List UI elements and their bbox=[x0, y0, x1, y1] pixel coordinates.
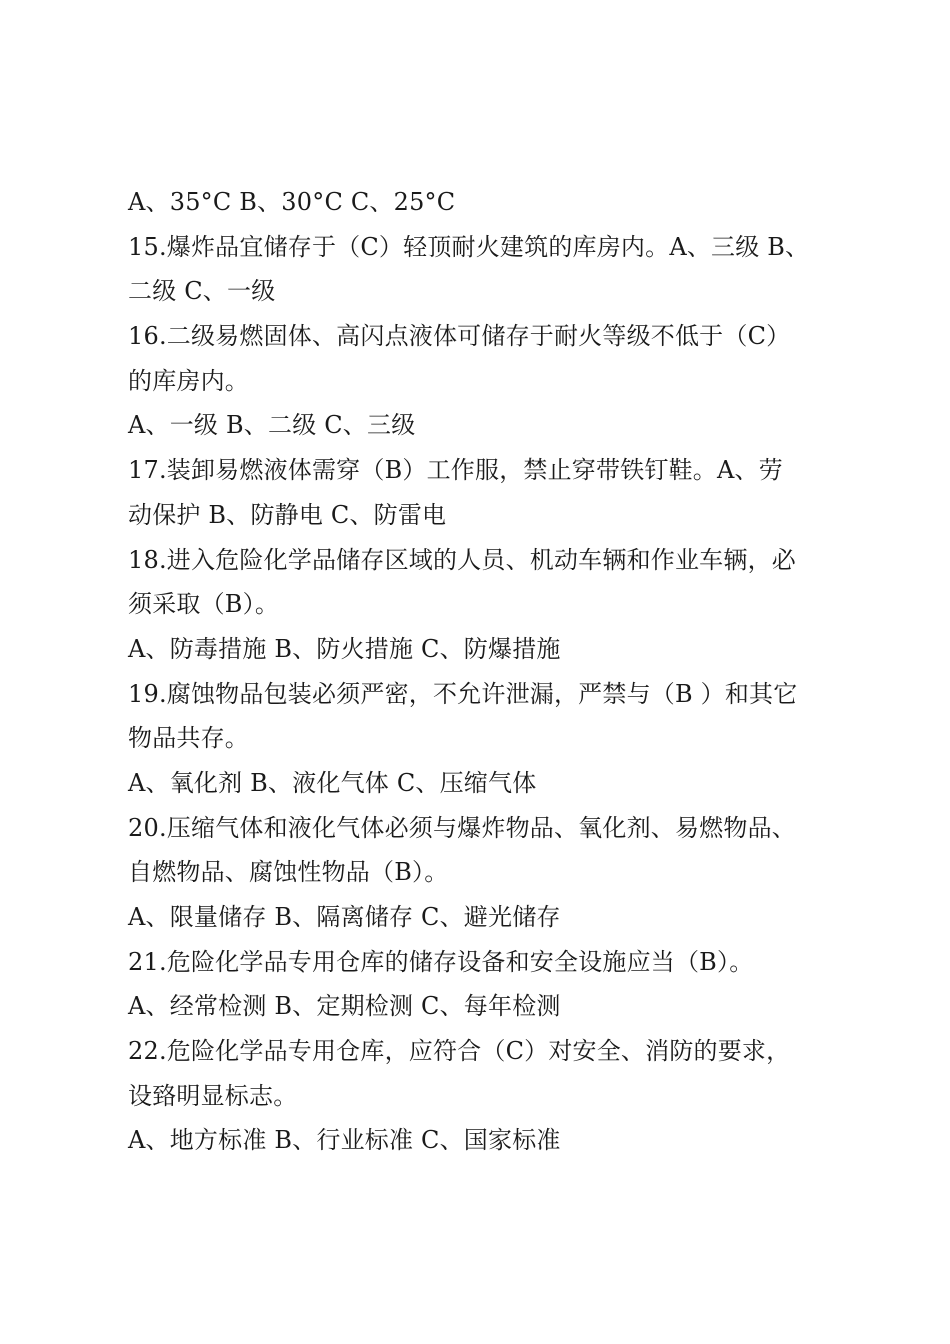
question-19-cont: 物品共存。 bbox=[128, 724, 249, 753]
answer-options-16: A、一级 B、二级 C、三级 bbox=[128, 411, 416, 440]
question-16: 16.二级易燃固体、高闪点液体可储存于耐火等级不低于（C） bbox=[128, 322, 791, 351]
question-19: 19.腐蚀物品包装必须严密，不允许泄漏，严禁与（B ）和其它 bbox=[128, 679, 798, 708]
question-22-cont: 设臵明显标志。 bbox=[128, 1081, 298, 1110]
answer-options-19: A、氧化剂 B、液化气体 C、压缩气体 bbox=[128, 768, 537, 797]
answer-options-18: A、防毒措施 B、防火措施 C、防爆措施 bbox=[128, 634, 561, 663]
question-15-cont: 二级 C、一级 bbox=[128, 277, 276, 306]
question-18: 18.进入危险化学品储存区域的人员、机动车辆和作业车辆，必 bbox=[128, 545, 796, 574]
question-22: 22.危险化学品专用仓库，应符合（C）对安全、消防的要求， bbox=[128, 1037, 791, 1066]
question-17-cont: 动保护 B、防静电 C、防雷电 bbox=[128, 500, 447, 529]
question-17: 17.装卸易燃液体需穿（B）工作服，禁止穿带铁钉鞋。A、劳 bbox=[128, 456, 783, 485]
answer-options-22: A、地方标准 B、行业标准 C、国家标准 bbox=[128, 1126, 561, 1155]
question-16-cont: 的库房内。 bbox=[128, 366, 249, 395]
question-21: 21.危险化学品专用仓库的储存设备和安全设施应当（B）。 bbox=[128, 947, 754, 976]
question-20: 20.压缩气体和液化气体必须与爆炸物品、氧化剂、易燃物品、 bbox=[128, 813, 796, 842]
question-18-cont: 须采取（B）。 bbox=[128, 590, 280, 619]
question-15: 15.爆炸品宜储存于（C）轻顶耐火建筑的库房内。A、三级 B、 bbox=[128, 232, 810, 261]
answer-options-20: A、限量储存 B、隔离储存 C、避光储存 bbox=[128, 903, 561, 931]
question-20-cont: 自燃物品、腐蚀性物品（B）。 bbox=[128, 858, 449, 887]
answer-options-21: A、经常检测 B、定期检测 C、每年检测 bbox=[128, 992, 561, 1021]
document-text bbox=[128, 180, 828, 1163]
answer-options-14: A、35°C B、30°C C、25°C bbox=[128, 188, 456, 216]
